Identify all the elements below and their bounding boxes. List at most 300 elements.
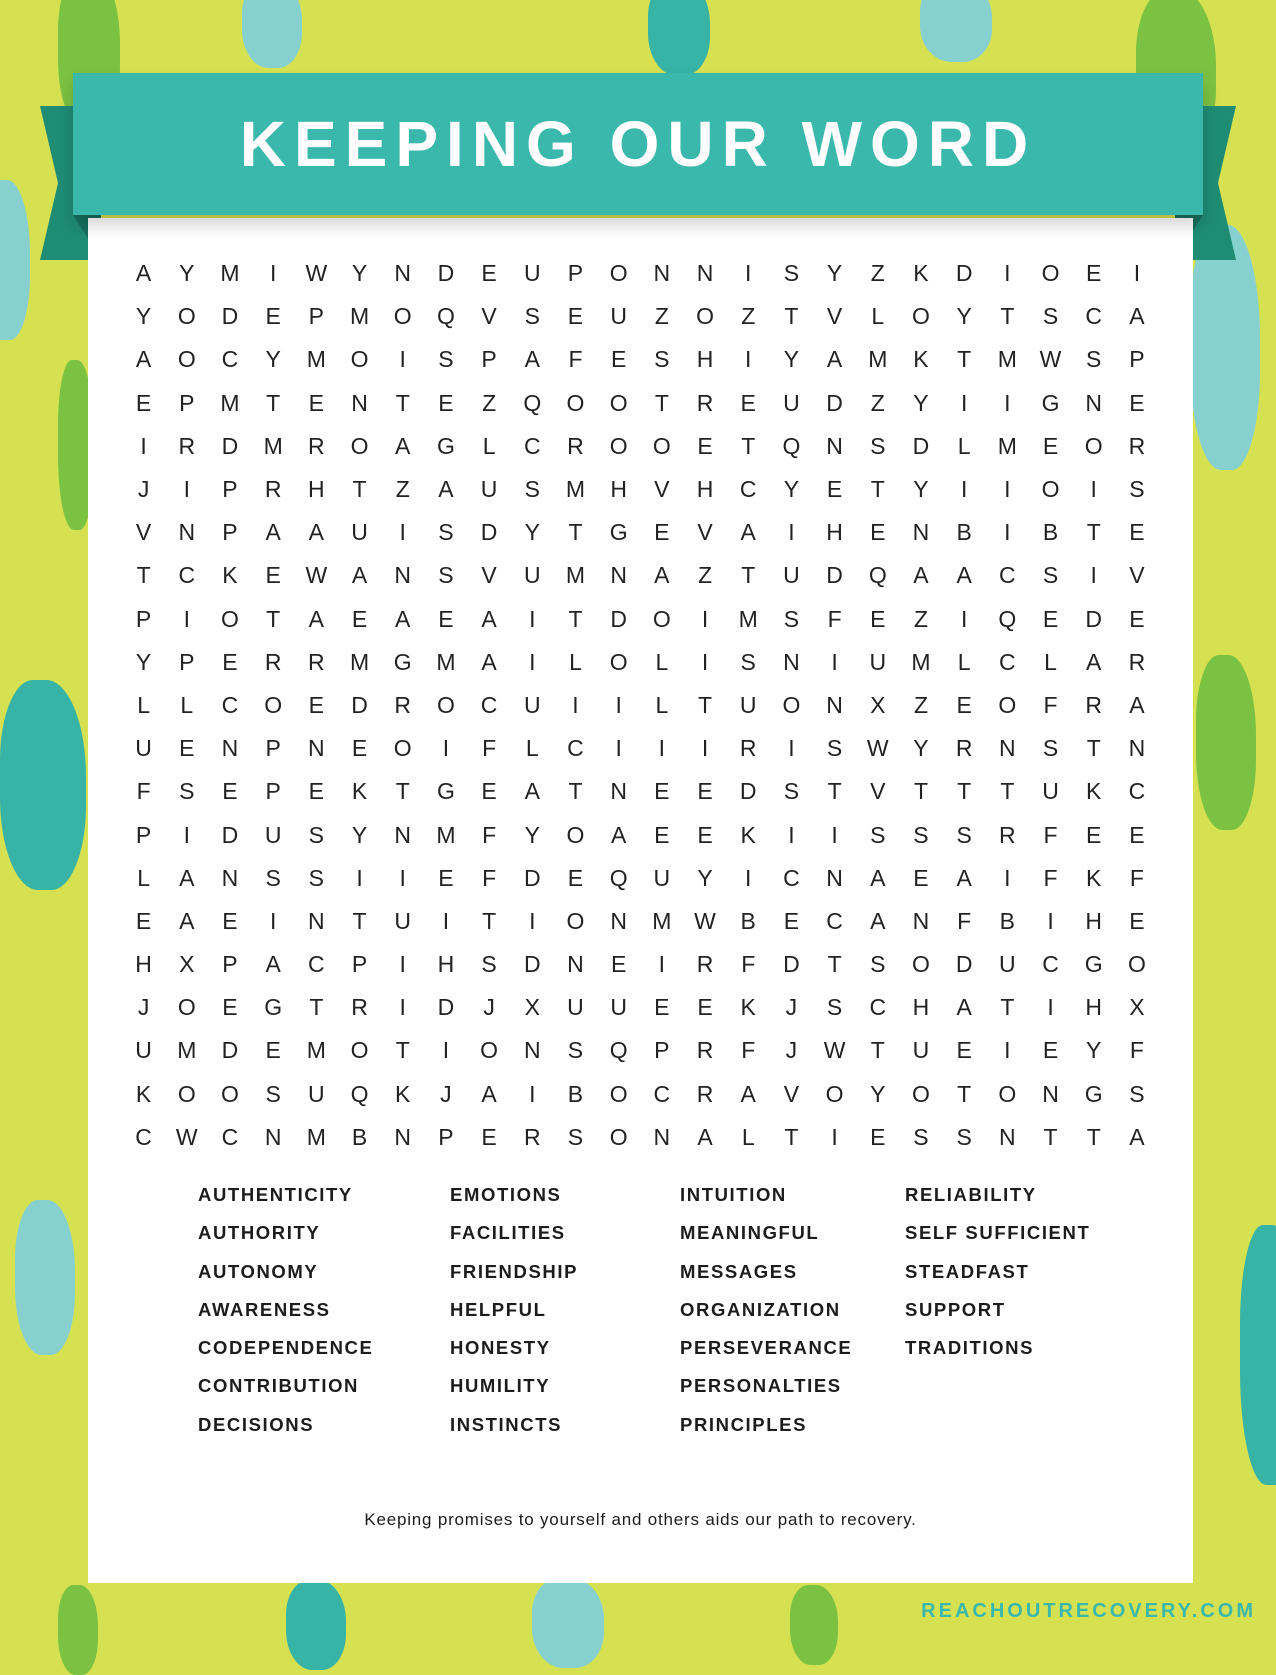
grid-letter[interactable]: L <box>741 1123 755 1150</box>
grid-letter[interactable]: E <box>1129 519 1145 546</box>
grid-letter[interactable]: I <box>529 605 536 632</box>
grid-letter[interactable]: C <box>221 346 239 373</box>
grid-letter[interactable]: E <box>351 605 368 632</box>
grid-letter[interactable]: L <box>655 648 669 675</box>
grid-letter[interactable]: F <box>827 605 842 632</box>
grid-letter[interactable]: T <box>1043 1123 1058 1150</box>
grid-letter[interactable]: U <box>610 994 627 1021</box>
grid-letter[interactable]: A <box>1129 303 1145 330</box>
grid-letter[interactable]: A <box>524 778 540 805</box>
grid-letter[interactable]: I <box>1047 994 1054 1021</box>
grid-letter[interactable]: E <box>826 476 843 503</box>
grid-letter[interactable]: L <box>525 735 539 762</box>
grid-letter[interactable]: Z <box>870 260 885 287</box>
grid-letter[interactable]: Q <box>868 562 887 589</box>
grid-letter[interactable]: S <box>1086 346 1102 373</box>
grid-letter[interactable]: S <box>308 864 325 891</box>
grid-letter[interactable]: C <box>523 432 541 459</box>
grid-letter[interactable]: K <box>135 1080 152 1107</box>
grid-letter[interactable]: E <box>438 389 454 416</box>
grid-letter[interactable]: Y <box>870 1080 886 1107</box>
grid-letter[interactable]: C <box>1085 303 1103 330</box>
grid-letter[interactable]: A <box>308 519 325 546</box>
grid-letter[interactable]: O <box>652 605 671 632</box>
grid-letter[interactable]: U <box>567 994 584 1021</box>
grid-letter[interactable]: P <box>481 346 497 373</box>
grid-letter[interactable]: X <box>179 951 195 978</box>
grid-letter[interactable]: J <box>483 994 495 1021</box>
grid-letter[interactable]: A <box>1086 648 1102 675</box>
grid-letter[interactable]: O <box>350 346 369 373</box>
grid-letter[interactable]: F <box>957 907 972 934</box>
grid-letter[interactable]: A <box>438 476 454 503</box>
grid-letter[interactable]: E <box>308 691 325 718</box>
grid-letter[interactable]: T <box>1086 735 1101 762</box>
grid-letter[interactable]: Y <box>783 476 800 503</box>
grid-letter[interactable]: R <box>178 432 196 459</box>
grid-letter[interactable]: H <box>696 346 714 373</box>
grid-letter[interactable]: O <box>912 951 930 978</box>
grid-letter[interactable]: N <box>1128 735 1146 762</box>
grid-letter[interactable]: U <box>308 1080 325 1107</box>
grid-letter[interactable]: I <box>1004 476 1011 503</box>
grid-letter[interactable]: E <box>308 778 325 805</box>
grid-letter[interactable]: O <box>1041 260 1060 287</box>
grid-letter[interactable]: B <box>567 1080 584 1107</box>
grid-letter[interactable]: C <box>221 1123 239 1150</box>
grid-letter[interactable]: N <box>1042 1080 1059 1107</box>
grid-letter[interactable]: A <box>179 864 195 891</box>
grid-letter[interactable]: N <box>1085 389 1103 416</box>
grid-letter[interactable]: I <box>1004 1037 1011 1064</box>
grid-letter[interactable]: O <box>609 389 628 416</box>
grid-letter[interactable]: I <box>831 821 838 848</box>
grid-letter[interactable]: W <box>694 907 716 934</box>
grid-letter[interactable]: H <box>912 994 930 1021</box>
grid-letter[interactable]: S <box>179 778 195 805</box>
grid-letter[interactable]: G <box>436 778 455 805</box>
grid-letter[interactable]: M <box>306 1123 326 1150</box>
grid-letter[interactable]: E <box>1129 605 1145 632</box>
grid-letter[interactable]: P <box>222 476 238 503</box>
grid-letter[interactable]: A <box>740 519 756 546</box>
grid-letter[interactable]: I <box>140 432 147 459</box>
grid-letter[interactable]: T <box>957 778 972 805</box>
grid-letter[interactable]: S <box>1042 303 1059 330</box>
grid-letter[interactable]: I <box>960 389 968 416</box>
grid-letter[interactable]: I <box>1090 562 1097 589</box>
grid-letter[interactable]: Y <box>524 519 540 546</box>
grid-letter[interactable]: O <box>566 907 585 934</box>
grid-letter[interactable]: N <box>999 1123 1016 1150</box>
grid-letter[interactable]: A <box>1129 691 1145 718</box>
grid-letter[interactable]: G <box>609 519 628 546</box>
grid-letter[interactable]: M <box>436 648 456 675</box>
grid-letter[interactable]: B <box>740 907 756 934</box>
grid-letter[interactable]: I <box>701 648 709 675</box>
grid-letter[interactable]: I <box>788 821 795 848</box>
grid-letter[interactable]: Z <box>698 562 713 589</box>
grid-letter[interactable]: L <box>655 691 669 718</box>
grid-letter[interactable]: U <box>783 389 800 416</box>
grid-letter[interactable]: S <box>481 951 497 978</box>
grid-letter[interactable]: I <box>183 476 190 503</box>
grid-letter[interactable]: V <box>135 519 152 546</box>
grid-letter[interactable]: I <box>615 691 622 718</box>
grid-letter[interactable]: O <box>480 1037 499 1064</box>
grid-letter[interactable]: E <box>956 1037 972 1064</box>
grid-letter[interactable]: Q <box>350 1080 369 1107</box>
grid-letter[interactable]: I <box>269 907 277 934</box>
grid-letter[interactable]: E <box>697 432 713 459</box>
grid-letter[interactable]: P <box>179 389 195 416</box>
grid-letter[interactable]: N <box>610 907 627 934</box>
grid-letter[interactable]: T <box>741 432 756 459</box>
grid-letter[interactable]: P <box>265 778 281 805</box>
grid-letter[interactable]: I <box>399 951 406 978</box>
grid-letter[interactable]: E <box>610 346 627 373</box>
grid-letter[interactable]: A <box>610 821 627 848</box>
grid-letter[interactable]: S <box>524 303 540 330</box>
grid-letter[interactable]: C <box>739 476 757 503</box>
grid-letter[interactable]: T <box>568 605 583 632</box>
grid-letter[interactable]: N <box>178 519 196 546</box>
grid-letter[interactable]: Y <box>783 346 800 373</box>
grid-letter[interactable]: H <box>308 476 325 503</box>
grid-letter[interactable]: A <box>179 907 195 934</box>
grid-letter[interactable]: E <box>783 907 800 934</box>
grid-letter[interactable]: K <box>740 821 756 848</box>
grid-letter[interactable]: T <box>957 346 972 373</box>
grid-letter[interactable]: A <box>308 605 325 632</box>
grid-letter[interactable]: U <box>1042 778 1059 805</box>
grid-letter[interactable]: S <box>1129 476 1145 503</box>
grid-letter[interactable]: W <box>823 1037 846 1064</box>
grid-letter[interactable]: T <box>395 1037 410 1064</box>
grid-letter[interactable]: E <box>1129 821 1145 848</box>
grid-letter[interactable]: H <box>826 519 843 546</box>
grid-letter[interactable]: E <box>1042 605 1059 632</box>
grid-letter[interactable]: F <box>482 821 497 848</box>
grid-letter[interactable]: O <box>177 346 196 373</box>
grid-letter[interactable]: N <box>394 1123 412 1150</box>
grid-letter[interactable]: M <box>263 432 283 459</box>
grid-letter[interactable]: S <box>567 1123 584 1150</box>
grid-letter[interactable]: S <box>265 1080 281 1107</box>
grid-letter[interactable]: S <box>438 346 454 373</box>
grid-letter[interactable]: W <box>175 1123 198 1150</box>
grid-letter[interactable]: E <box>1086 821 1102 848</box>
grid-letter[interactable]: I <box>529 648 536 675</box>
grid-letter[interactable]: F <box>1043 864 1058 891</box>
grid-letter[interactable]: T <box>568 778 583 805</box>
grid-letter[interactable]: K <box>913 346 929 373</box>
grid-letter[interactable]: G <box>1084 1080 1103 1107</box>
grid-letter[interactable]: A <box>697 1123 713 1150</box>
grid-letter[interactable]: I <box>745 346 752 373</box>
grid-letter[interactable]: W <box>305 260 328 287</box>
site-url[interactable]: REACHOUTRECOVERY.COM <box>921 1600 1256 1622</box>
grid-letter[interactable]: T <box>913 778 928 805</box>
grid-letter[interactable]: E <box>1129 907 1145 934</box>
grid-letter[interactable]: W <box>1039 346 1062 373</box>
grid-letter[interactable]: A <box>481 605 497 632</box>
grid-letter[interactable]: R <box>567 432 584 459</box>
grid-letter[interactable]: V <box>1129 562 1145 589</box>
grid-letter[interactable]: N <box>826 432 843 459</box>
grid-letter[interactable]: A <box>395 432 411 459</box>
grid-letter[interactable]: N <box>783 648 800 675</box>
grid-letter[interactable]: N <box>826 864 843 891</box>
grid-letter[interactable]: E <box>222 994 238 1021</box>
grid-letter[interactable]: D <box>826 562 843 589</box>
grid-letter[interactable]: H <box>135 951 152 978</box>
grid-letter[interactable]: C <box>1042 951 1059 978</box>
grid-letter[interactable]: U <box>610 303 627 330</box>
grid-letter[interactable]: P <box>222 951 238 978</box>
grid-letter[interactable]: F <box>482 864 497 891</box>
grid-letter[interactable]: V <box>870 778 886 805</box>
grid-letter[interactable]: I <box>1133 260 1141 287</box>
grid-letter[interactable]: E <box>697 821 713 848</box>
grid-letter[interactable]: U <box>394 907 412 934</box>
grid-letter[interactable]: Q <box>782 432 801 459</box>
grid-letter[interactable]: T <box>957 1080 972 1107</box>
grid-letter[interactable]: Y <box>1086 1037 1102 1064</box>
grid-letter[interactable]: A <box>481 1080 497 1107</box>
grid-letter[interactable]: P <box>135 605 152 632</box>
grid-letter[interactable]: D <box>610 605 627 632</box>
grid-letter[interactable]: F <box>741 951 756 978</box>
grid-letter[interactable]: Q <box>998 605 1017 632</box>
grid-letter[interactable]: D <box>437 994 455 1021</box>
grid-letter[interactable]: E <box>870 1123 886 1150</box>
grid-letter[interactable]: J <box>137 994 150 1021</box>
grid-letter[interactable]: H <box>696 476 714 503</box>
grid-letter[interactable]: C <box>869 994 887 1021</box>
grid-letter[interactable]: T <box>136 562 151 589</box>
grid-letter[interactable]: I <box>529 1080 536 1107</box>
grid-letter[interactable]: T <box>654 389 669 416</box>
grid-letter[interactable]: U <box>523 691 541 718</box>
grid-letter[interactable]: D <box>351 691 368 718</box>
grid-letter[interactable]: C <box>221 691 239 718</box>
grid-letter[interactable]: H <box>437 951 455 978</box>
word-search-grid[interactable] <box>122 252 1159 1159</box>
grid-letter[interactable]: H <box>1085 994 1103 1021</box>
grid-letter[interactable]: R <box>264 476 282 503</box>
grid-letter[interactable]: E <box>265 562 281 589</box>
grid-letter[interactable]: R <box>523 1123 541 1150</box>
grid-letter[interactable]: I <box>831 1123 838 1150</box>
grid-letter[interactable]: R <box>308 648 325 675</box>
grid-letter[interactable]: P <box>654 1037 670 1064</box>
grid-letter[interactable]: S <box>524 476 540 503</box>
grid-letter[interactable]: E <box>567 303 584 330</box>
grid-letter[interactable]: S <box>567 1037 584 1064</box>
grid-letter[interactable]: N <box>221 735 239 762</box>
grid-letter[interactable]: A <box>826 346 843 373</box>
grid-letter[interactable]: N <box>264 1123 282 1150</box>
grid-letter[interactable]: K <box>1086 864 1102 891</box>
grid-letter[interactable]: P <box>351 951 368 978</box>
grid-letter[interactable]: O <box>609 432 628 459</box>
grid-letter[interactable]: X <box>524 994 540 1021</box>
grid-letter[interactable]: S <box>1042 562 1059 589</box>
grid-letter[interactable]: O <box>609 1123 628 1150</box>
grid-letter[interactable]: Y <box>351 260 368 287</box>
grid-letter[interactable]: A <box>135 346 152 373</box>
grid-letter[interactable]: D <box>783 951 800 978</box>
grid-letter[interactable]: M <box>565 562 586 589</box>
grid-letter[interactable]: I <box>572 691 579 718</box>
grid-letter[interactable]: A <box>265 519 281 546</box>
grid-letter[interactable]: I <box>399 994 406 1021</box>
grid-letter[interactable]: A <box>956 994 972 1021</box>
grid-letter[interactable]: I <box>183 821 190 848</box>
grid-letter[interactable]: N <box>394 821 412 848</box>
grid-letter[interactable]: L <box>180 691 194 718</box>
grid-letter[interactable]: Q <box>609 1037 628 1064</box>
grid-letter[interactable]: X <box>1129 994 1145 1021</box>
grid-letter[interactable]: S <box>265 864 281 891</box>
grid-letter[interactable]: A <box>913 562 929 589</box>
grid-letter[interactable]: N <box>912 519 930 546</box>
grid-letter[interactable]: B <box>956 519 972 546</box>
grid-letter[interactable]: J <box>785 994 798 1021</box>
grid-letter[interactable]: P <box>265 735 281 762</box>
grid-letter[interactable]: O <box>221 1080 239 1107</box>
grid-letter[interactable]: M <box>868 346 888 373</box>
grid-letter[interactable]: S <box>870 432 886 459</box>
grid-letter[interactable]: A <box>524 346 540 373</box>
grid-letter[interactable]: S <box>783 778 800 805</box>
grid-letter[interactable]: R <box>739 735 757 762</box>
grid-letter[interactable]: N <box>394 562 412 589</box>
grid-letter[interactable]: I <box>183 605 190 632</box>
grid-letter[interactable]: R <box>999 821 1016 848</box>
grid-letter[interactable]: M <box>177 1037 197 1064</box>
grid-letter[interactable]: Y <box>179 260 195 287</box>
grid-letter[interactable]: O <box>998 1080 1017 1107</box>
grid-letter[interactable]: L <box>569 648 582 675</box>
grid-letter[interactable]: T <box>741 562 756 589</box>
grid-letter[interactable]: I <box>960 605 968 632</box>
grid-letter[interactable]: C <box>480 691 498 718</box>
grid-letter[interactable]: O <box>1127 951 1146 978</box>
grid-letter[interactable]: Q <box>523 389 542 416</box>
grid-letter[interactable]: V <box>481 562 497 589</box>
grid-letter[interactable]: D <box>1085 605 1103 632</box>
grid-letter[interactable]: T <box>698 691 713 718</box>
grid-letter[interactable]: M <box>997 346 1017 373</box>
grid-letter[interactable]: T <box>266 389 281 416</box>
grid-letter[interactable]: S <box>654 346 670 373</box>
grid-letter[interactable]: N <box>653 260 671 287</box>
grid-letter[interactable]: O <box>782 691 801 718</box>
grid-letter[interactable]: O <box>912 303 930 330</box>
grid-letter[interactable]: R <box>394 691 412 718</box>
grid-letter[interactable]: O <box>609 648 628 675</box>
grid-letter[interactable]: C <box>826 907 843 934</box>
grid-letter[interactable]: U <box>135 735 152 762</box>
grid-letter[interactable]: R <box>696 389 714 416</box>
grid-letter[interactable]: P <box>222 519 238 546</box>
grid-letter[interactable]: Y <box>913 389 929 416</box>
grid-letter[interactable]: K <box>351 778 368 805</box>
grid-letter[interactable]: I <box>1004 519 1011 546</box>
grid-letter[interactable]: B <box>351 1123 368 1150</box>
grid-letter[interactable]: M <box>436 821 456 848</box>
grid-letter[interactable]: O <box>177 1080 196 1107</box>
grid-letter[interactable]: Y <box>913 735 929 762</box>
grid-letter[interactable]: K <box>222 562 238 589</box>
grid-letter[interactable]: T <box>395 389 410 416</box>
grid-letter[interactable]: E <box>222 778 238 805</box>
grid-letter[interactable]: E <box>697 778 713 805</box>
grid-letter[interactable]: E <box>654 821 670 848</box>
grid-letter[interactable]: O <box>393 303 412 330</box>
grid-letter[interactable]: A <box>870 864 886 891</box>
grid-letter[interactable]: F <box>1129 1037 1144 1064</box>
grid-letter[interactable]: E <box>481 778 497 805</box>
grid-letter[interactable]: N <box>308 907 325 934</box>
grid-letter[interactable]: D <box>437 260 455 287</box>
grid-letter[interactable]: O <box>177 994 196 1021</box>
grid-letter[interactable]: E <box>481 1123 497 1150</box>
grid-letter[interactable]: O <box>609 260 628 287</box>
grid-letter[interactable]: Z <box>913 691 928 718</box>
grid-letter[interactable]: A <box>351 562 368 589</box>
grid-letter[interactable]: N <box>653 1123 671 1150</box>
grid-letter[interactable]: T <box>309 994 324 1021</box>
grid-letter[interactable]: V <box>826 303 843 330</box>
grid-letter[interactable]: C <box>1128 778 1146 805</box>
grid-letter[interactable]: I <box>1090 476 1097 503</box>
grid-letter[interactable]: Y <box>135 648 152 675</box>
grid-letter[interactable]: D <box>480 519 498 546</box>
grid-letter[interactable]: V <box>783 1080 800 1107</box>
grid-letter[interactable]: T <box>352 476 367 503</box>
grid-letter[interactable]: J <box>785 1037 798 1064</box>
grid-letter[interactable]: Z <box>654 303 669 330</box>
grid-letter[interactable]: P <box>308 303 325 330</box>
grid-letter[interactable]: N <box>610 778 627 805</box>
grid-letter[interactable]: E <box>179 735 195 762</box>
grid-letter[interactable]: O <box>566 821 585 848</box>
grid-letter[interactable]: Z <box>870 389 885 416</box>
grid-letter[interactable]: O <box>1041 476 1060 503</box>
grid-letter[interactable]: L <box>957 432 971 459</box>
grid-letter[interactable]: O <box>221 605 239 632</box>
grid-letter[interactable]: T <box>870 1037 885 1064</box>
grid-letter[interactable]: U <box>135 1037 152 1064</box>
grid-letter[interactable]: A <box>265 951 281 978</box>
grid-letter[interactable]: Z <box>395 476 410 503</box>
grid-letter[interactable]: S <box>913 821 929 848</box>
grid-letter[interactable]: M <box>306 346 326 373</box>
grid-letter[interactable]: P <box>438 1123 454 1150</box>
grid-letter[interactable]: S <box>870 951 886 978</box>
grid-letter[interactable]: I <box>442 907 450 934</box>
grid-letter[interactable]: F <box>741 1037 756 1064</box>
grid-letter[interactable]: I <box>745 260 752 287</box>
grid-letter[interactable]: P <box>135 821 152 848</box>
grid-letter[interactable]: R <box>1128 648 1146 675</box>
grid-letter[interactable]: N <box>696 260 714 287</box>
grid-letter[interactable]: I <box>658 951 666 978</box>
grid-letter[interactable]: D <box>523 864 541 891</box>
